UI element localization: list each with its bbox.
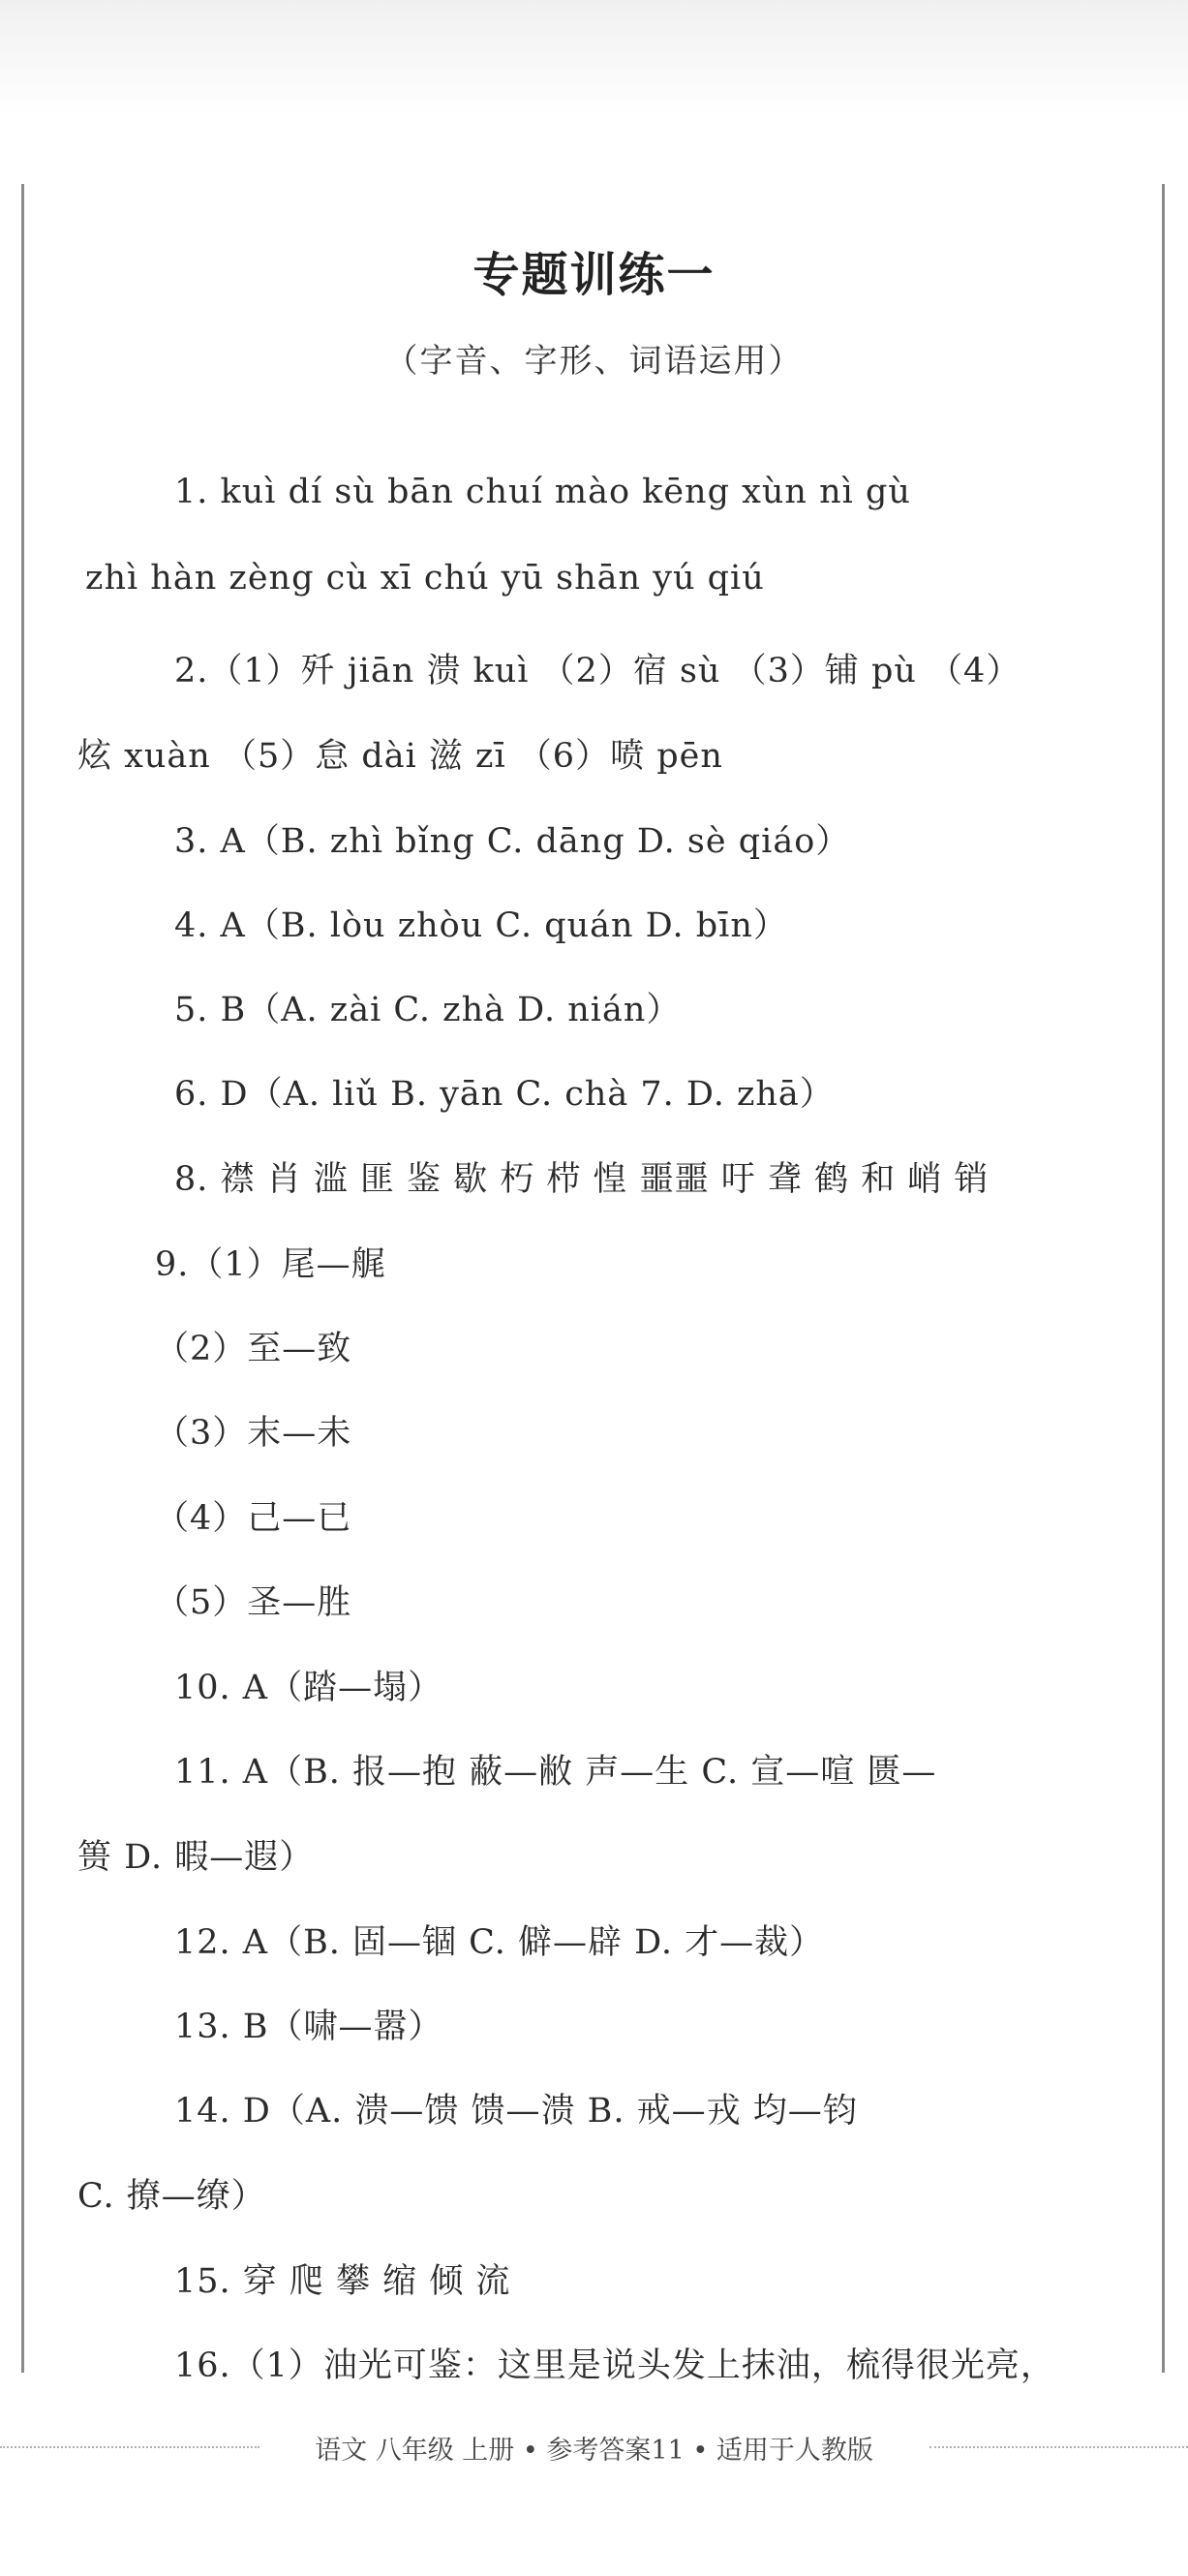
page-title: 专题训练一 xyxy=(472,248,716,302)
answer-line-11: （2）至—致 xyxy=(155,1330,352,1368)
answer-line-20: 14. D（A. 溃—馈 馈—溃 B. 戒—戎 均—钧 xyxy=(174,2092,858,2131)
answer-line-13: （4）己—已 xyxy=(155,1499,352,1538)
answer-line-7: 5. B（A. zài C. zhà D. nián） xyxy=(174,991,682,1029)
page-footer: 语文 八年级 上册 • 参考答案11 • 适用于人教版 xyxy=(315,2436,873,2466)
answer-line-1: 1. kuì dí sù bān chuí mào kēng xùn nì gù xyxy=(174,473,911,511)
answer-line-14: （5）圣—胜 xyxy=(155,1583,352,1622)
answer-line-21: C. 撩—缭） xyxy=(77,2177,266,2216)
answer-line-17: 篑 D. 暇—遐） xyxy=(77,1838,315,1877)
right-margin-rule xyxy=(1162,184,1165,2373)
answer-line-9: 8. 襟 肖 滥 匪 鉴 歇 朽 栉 惶 噩噩 吁 聋 鹤 和 峭 销 xyxy=(174,1160,990,1199)
answer-line-10: 9.（1）尾—艉 xyxy=(155,1245,386,1284)
page-subtitle: （字音、字形、词语运用） xyxy=(384,342,804,381)
answer-line-15: 10. A（踏—塌） xyxy=(174,1669,443,1707)
answer-line-19: 13. B（啸—嚣） xyxy=(174,2008,443,2046)
answer-line-23: 16.（1）油光可鉴：这里是说头发上抹油，梳得很光亮， xyxy=(174,2346,1055,2385)
answer-line-8: 6. D（A. liǔ B. yān C. chà 7. D. zhā） xyxy=(174,1075,835,1114)
answer-line-12: （3）末—未 xyxy=(155,1414,352,1453)
answer-line-18: 12. A（B. 固—锢 C. 僻—辟 D. 才—裁） xyxy=(174,1923,825,1962)
answer-line-2: zhì hàn zèng cù xī chú yū shān yú qiú xyxy=(85,559,765,598)
answer-line-3: 2.（1）歼 jiān 溃 kuì （2）宿 sù （3）铺 pù （4） xyxy=(174,652,1021,690)
answer-line-5: 3. A（B. zhì bǐng C. dāng D. sè qiáo） xyxy=(174,822,851,861)
answer-line-4: 炫 xuàn （5）怠 dài 滋 zī （6）喷 pēn xyxy=(77,737,723,776)
answer-line-6: 4. A（B. lòu zhòu C. quán D. bīn） xyxy=(174,906,788,945)
answer-line-22: 15. 穿 爬 攀 缩 倾 流 xyxy=(174,2262,511,2301)
left-margin-rule xyxy=(21,184,24,2373)
answer-line-16: 11. A（B. 报—抱 蔽—敝 声—生 C. 宣—喧 匮— xyxy=(174,1753,937,1792)
